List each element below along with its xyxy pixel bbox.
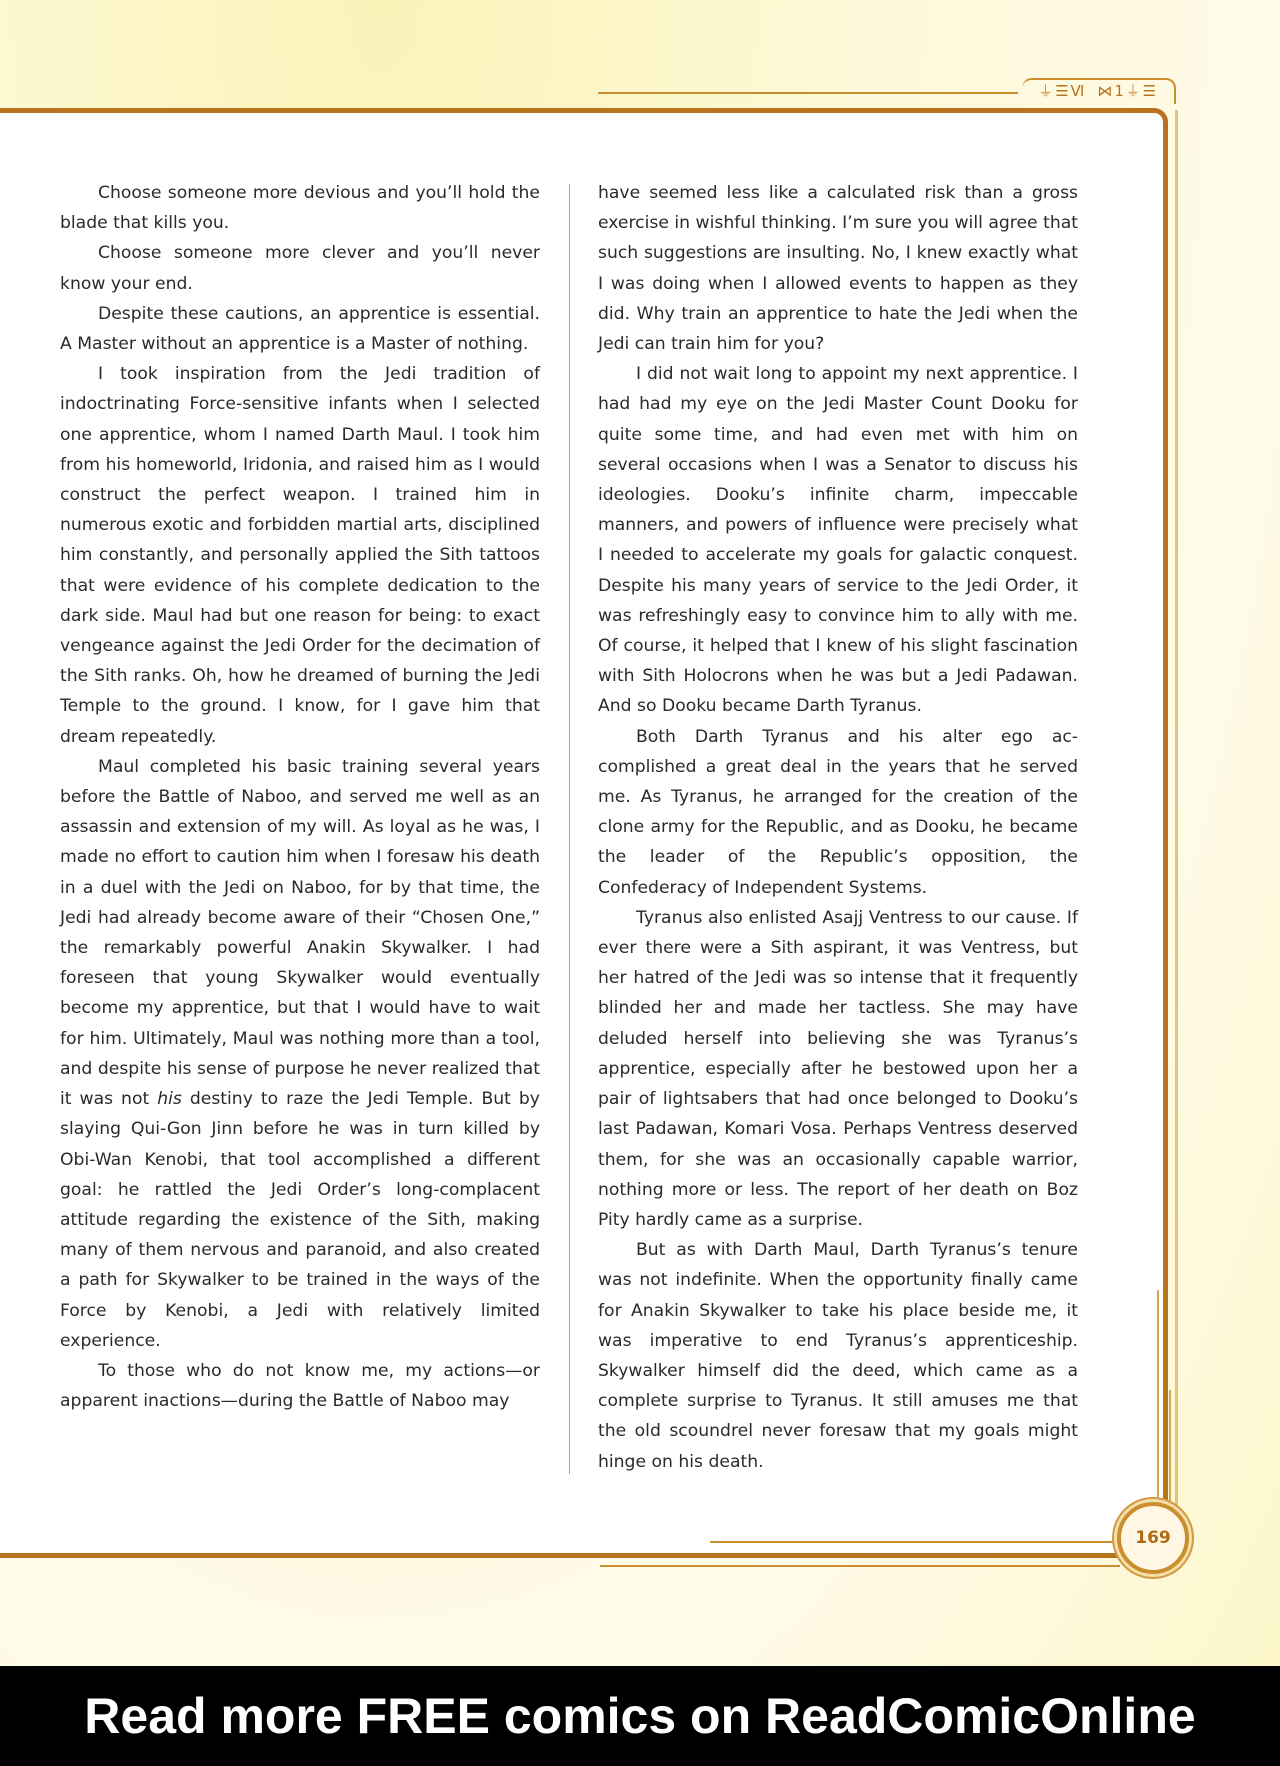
left-text-column [60,178,540,1416]
right-decorative-rail [1175,110,1178,1530]
paragraph [60,359,540,752]
right-text-column [598,178,1078,1477]
paragraph [60,178,540,238]
paragraph [60,752,540,1356]
emphasis-text: his [157,1089,182,1110]
column-divider [569,184,570,1474]
paragraph-text: Both Darth Tyranus and his alter ego ac-complished a great deal in the years that he served me. As Tyranus, he arranged for the creation of the clone army for the Republic, and as Dooku, he became the leader of the Republic’s opposition, the Confederacy of Independent Systems. [598,726,1078,898]
paragraph-text: But as with Darth Maul, Darth Tyranus’s tenure was not indefinite. When the opportunity finally came for Anakin Skywalker to take his place beside me, it was imperative to end Tyranus’s apprenticeship. Skywalker himself did the deed, which came as a complete surprise to Tyranus. It still amuses me that the old scoundrel never foresaw that my goals might hinge on his death. [598,1240,1078,1472]
paragraph-text: Choose someone more devious and you’ll hold the blade that kills you. [60,183,540,234]
paragraph-text: To those who do not know me, my actions—or apparent inactions—during the Battle of Naboo may [60,1360,540,1412]
paragraph-text: destiny to raze the Jedi Temple. But by slaying Qui-Gon Jinn before he was in turn killed by Obi-Wan Kenobi, that tool accomplished a different goal: he rattled the Jedi Order’s long-complacent attitude regarding the existence of the Sith, making many of them nervous and paranoid, and also created a path for Skywalker to be trained in the ways of the Force by Kenobi, a Jedi with relatively limited experience. [60,1089,540,1351]
paragraph [598,903,1078,1235]
paragraph [598,1235,1078,1477]
paragraph-text: I did not wait long to appoint my next apprentice. I had had my eye on the Jedi Master Count Dooku for quite some time, and had even met with him on several occasions when I was a Senator to discuss his ideologies. Dooku’s infinite charm, impeccable manners, and powers of influence were precisely what I needed to accelerate my goals for galactic conquest. Despite his many years of service to the Jedi Order, it was refreshingly easy to convince him to ally with me. Of course, it helped that I knew of his slight fascination with Sith Holocrons when he was but a Jedi Padawan. And so Dooku became Darth Tyranus. [598,364,1078,717]
header-glyph-tab: ⏚☰Ⅵ ⋈1⏚☰ [1022,78,1176,104]
paragraph-text: Despite these cautions, an apprentice is essential. A Master without an apprentice is a Master of nothing. [60,303,540,355]
paragraph-text: Maul completed his basic training several years before the Battle of Naboo, and served me well as an assassin and extension of my will. As loyal as he was, I made no effort to caution him when I foresaw his death in a duel with the Jedi on Naboo, for by that time, the Jedi had already become aware of their “Chosen One,” the remarkably powerful Anakin Skywalker. I had foreseen that young Skywalker would eventually become my apprentice, but that I would have to wait for him. Ultimately, Maul was nothing more than a tool, and despite his sense of purpose he never realized that it was not [60,756,540,1110]
paragraph-text: have seemed less like a calculated risk than a gross exercise in wishful thinking. I’m sure you will agree that such suggestions are insulting. No, I knew exactly what I was doing when I allowed events to happen as they did. Why train an apprentice to hate the Jedi when the Jedi can train him for you? [598,183,1078,355]
promo-banner[interactable]: Read more FREE comics on ReadComicOnline [0,1666,1280,1766]
footer-rule [600,1565,1120,1567]
paragraph [60,299,540,359]
footer-rule [710,1541,1130,1543]
right-decorative-line [1157,1290,1159,1500]
paragraph-text: Tyranus also enlisted Asajj Ventress to our cause. If ever there were a Sith aspirant, it was Ventress, but her hatred of the Jedi was so intense that it frequently blinded her and made her tactless. She may have deluded herself into believing she was Tyranus’s apprentice, especially after he bestowed upon her a pair of lightsabers that had once belonged to Dooku’s last Padawan, Komari Vosa. Perhaps Ventress deserved them, for she was an occasionally capable warrior, nothing more or less. The report of her death on Boz Pity hardly came as a surprise. [598,907,1078,1230]
header-rule [598,92,1018,94]
paragraph [60,1356,540,1416]
paragraph-text: Choose someone more clever and you’ll never know your end. [60,243,540,294]
paragraph [598,722,1078,903]
paragraph [598,178,1078,359]
paragraph [598,359,1078,721]
page-number-badge: 169 [1117,1502,1189,1574]
paragraph-text: I took inspiration from the Jedi tradition of indoctrinating Force-sensitive infants when I selected one apprentice, whom I named Darth Maul. I took him from his homeworld, Iridonia, and raised him as I would construct the perfect weapon. I trained him in numerous exotic and forbidden martial arts, disciplined him constantly, and personally applied the Sith tattoos that were evidence of his complete dedication to the dark side. Maul had but one reason for being: to exact vengeance against the Jedi Order for the decimation of the Sith ranks. Oh, how he dreamed of burning the Jedi Temple to the ground. I know, for I gave him that dream repeatedly. [60,364,540,747]
paragraph [60,238,540,298]
